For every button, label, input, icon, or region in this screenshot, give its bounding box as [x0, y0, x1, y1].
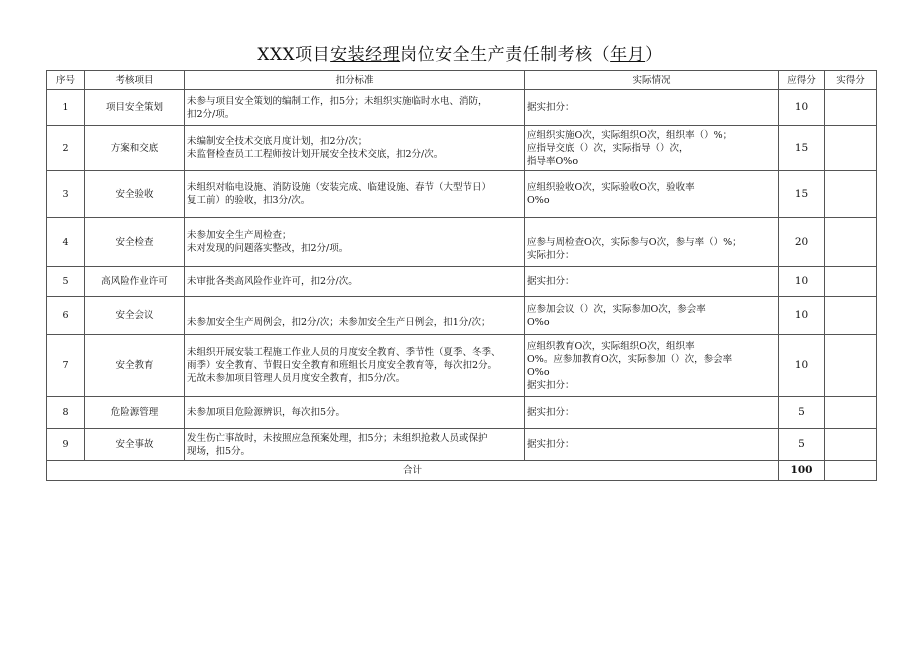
- total-actual-score[interactable]: [825, 461, 877, 481]
- table-header-row: [47, 71, 877, 90]
- row-actual: 应组织教育O次，实际组织O次，组织率 O%。应参加教育O次，实际参加（）次，参会率 O%o 据实扣分：: [525, 335, 779, 397]
- title-prefix: XXX项目: [257, 45, 331, 65]
- row-due-score: 10: [779, 335, 825, 397]
- row-item: 安全事故: [85, 429, 185, 461]
- row-item: 安全验收: [85, 171, 185, 218]
- header-standard: 扣分标准: [185, 71, 525, 90]
- row-standard: 未参加安全生产周例会，扣2分/次；未参加安全生产日例会，扣1分/次；: [185, 297, 525, 335]
- row-actual: 应组织验收O次，实际验收O次，验收率 O%o: [525, 171, 779, 218]
- row-seq: 7: [47, 335, 85, 397]
- row-seq: 8: [47, 397, 85, 429]
- row-due-score: 5: [779, 397, 825, 429]
- row-actual: 应组织实施O次，实际组织O次，组织率（）%； 应指导交底（）次，实际指导（）次， 指导率O%o: [525, 126, 779, 171]
- row-seq: 3: [47, 171, 85, 218]
- title-suffix: ）: [645, 45, 663, 65]
- row-standard: 未组织对临电设施、消防设施（安装完成、临建设施、春节（大型节日） 复工前）的验收，扣3分/次。: [185, 171, 525, 218]
- row-due-score: 5: [779, 429, 825, 461]
- table-row: [47, 335, 877, 397]
- row-actual-score[interactable]: [825, 397, 877, 429]
- row-standard: 未组织开展安装工程施工作业人员的月度安全教育、季节性（夏季、冬季、 雨季）安全教育、节假日安全教育和班组长月度安全教育等，每次扣2分。 无故未参加项目管理人员月度安全教育，扣5分/次。: [185, 335, 525, 397]
- table-row: [47, 171, 877, 218]
- header-item: 考核项目: [85, 71, 185, 90]
- row-actual-score[interactable]: [825, 267, 877, 297]
- row-item: 安全会议: [85, 297, 185, 335]
- row-actual-score[interactable]: [825, 90, 877, 126]
- table-row: [47, 90, 877, 126]
- row-actual: 应参加会议（）次，实际参加O次，参会率 O%o: [525, 297, 779, 335]
- title-position: 安装经理: [330, 45, 401, 65]
- total-label: 合计: [47, 461, 779, 481]
- row-seq: 6: [47, 297, 85, 335]
- row-seq: 9: [47, 429, 85, 461]
- row-seq: 5: [47, 267, 85, 297]
- table-row: [47, 429, 877, 461]
- title-period: 年月: [610, 45, 646, 65]
- row-item: 高风险作业许可: [85, 267, 185, 297]
- total-due-score: 100: [779, 461, 825, 481]
- row-standard: 发生伤亡事故时，未按照应急预案处理，扣5分；未组织抢救人员或保护 现场，扣5分。: [185, 429, 525, 461]
- header-seq: 序号: [47, 71, 85, 90]
- row-due-score: 10: [779, 297, 825, 335]
- row-item: 安全检查: [85, 218, 185, 267]
- row-actual-score[interactable]: [825, 335, 877, 397]
- table-row: [47, 297, 877, 335]
- row-item: 项目安全策划: [85, 90, 185, 126]
- row-seq: 2: [47, 126, 85, 171]
- row-seq: 1: [47, 90, 85, 126]
- row-actual: 据实扣分：: [525, 267, 779, 297]
- table-row: [47, 126, 877, 171]
- title-middle: 岗位安全生产责任制考核（: [400, 45, 611, 65]
- row-actual-score[interactable]: [825, 297, 877, 335]
- row-standard: 未参加安全生产周检查； 未对发现的问题落实整改，扣2分/项。: [185, 218, 525, 267]
- row-item: 安全教育: [85, 335, 185, 397]
- row-standard: 未编制安全技术交底月度计划，扣2分/次； 未监督检查员工工程师按计划开展安全技术交底，扣2分/次。: [185, 126, 525, 171]
- row-due-score: 15: [779, 126, 825, 171]
- row-due-score: 10: [779, 267, 825, 297]
- row-seq: 4: [47, 218, 85, 267]
- row-due-score: 15: [779, 171, 825, 218]
- row-due-score: 20: [779, 218, 825, 267]
- header-actual-score: 实得分: [825, 71, 877, 90]
- total-row: [47, 461, 877, 481]
- row-standard: 未参加项目危险源辨识，每次扣5分。: [185, 397, 525, 429]
- table-row: [47, 267, 877, 297]
- row-standard: 未审批各类高风险作业许可，扣2分/次。: [185, 267, 525, 297]
- row-actual-score[interactable]: [825, 126, 877, 171]
- row-actual: 据实扣分：: [525, 90, 779, 126]
- row-item: 方案和交底: [85, 126, 185, 171]
- row-actual-score[interactable]: [825, 429, 877, 461]
- assessment-table: [46, 70, 877, 481]
- row-actual-score[interactable]: [825, 171, 877, 218]
- header-actual: 实际情况: [525, 71, 779, 90]
- row-item: 危险源管理: [85, 397, 185, 429]
- row-actual: 据实扣分：: [525, 397, 779, 429]
- table-row: [47, 218, 877, 267]
- row-due-score: 10: [779, 90, 825, 126]
- header-due-score: 应得分: [779, 71, 825, 90]
- row-actual-score[interactable]: [825, 218, 877, 267]
- row-standard: 未参与项目安全策划的编制工作，扣5分；未组织实施临时水电、消防， 扣2分/项。: [185, 90, 525, 126]
- row-actual: 应参与周检查O次，实际参与O次，参与率（）%； 实际扣分：: [525, 218, 779, 267]
- table-row: [47, 397, 877, 429]
- row-actual: 据实扣分：: [525, 429, 779, 461]
- page-title: [0, 40, 920, 65]
